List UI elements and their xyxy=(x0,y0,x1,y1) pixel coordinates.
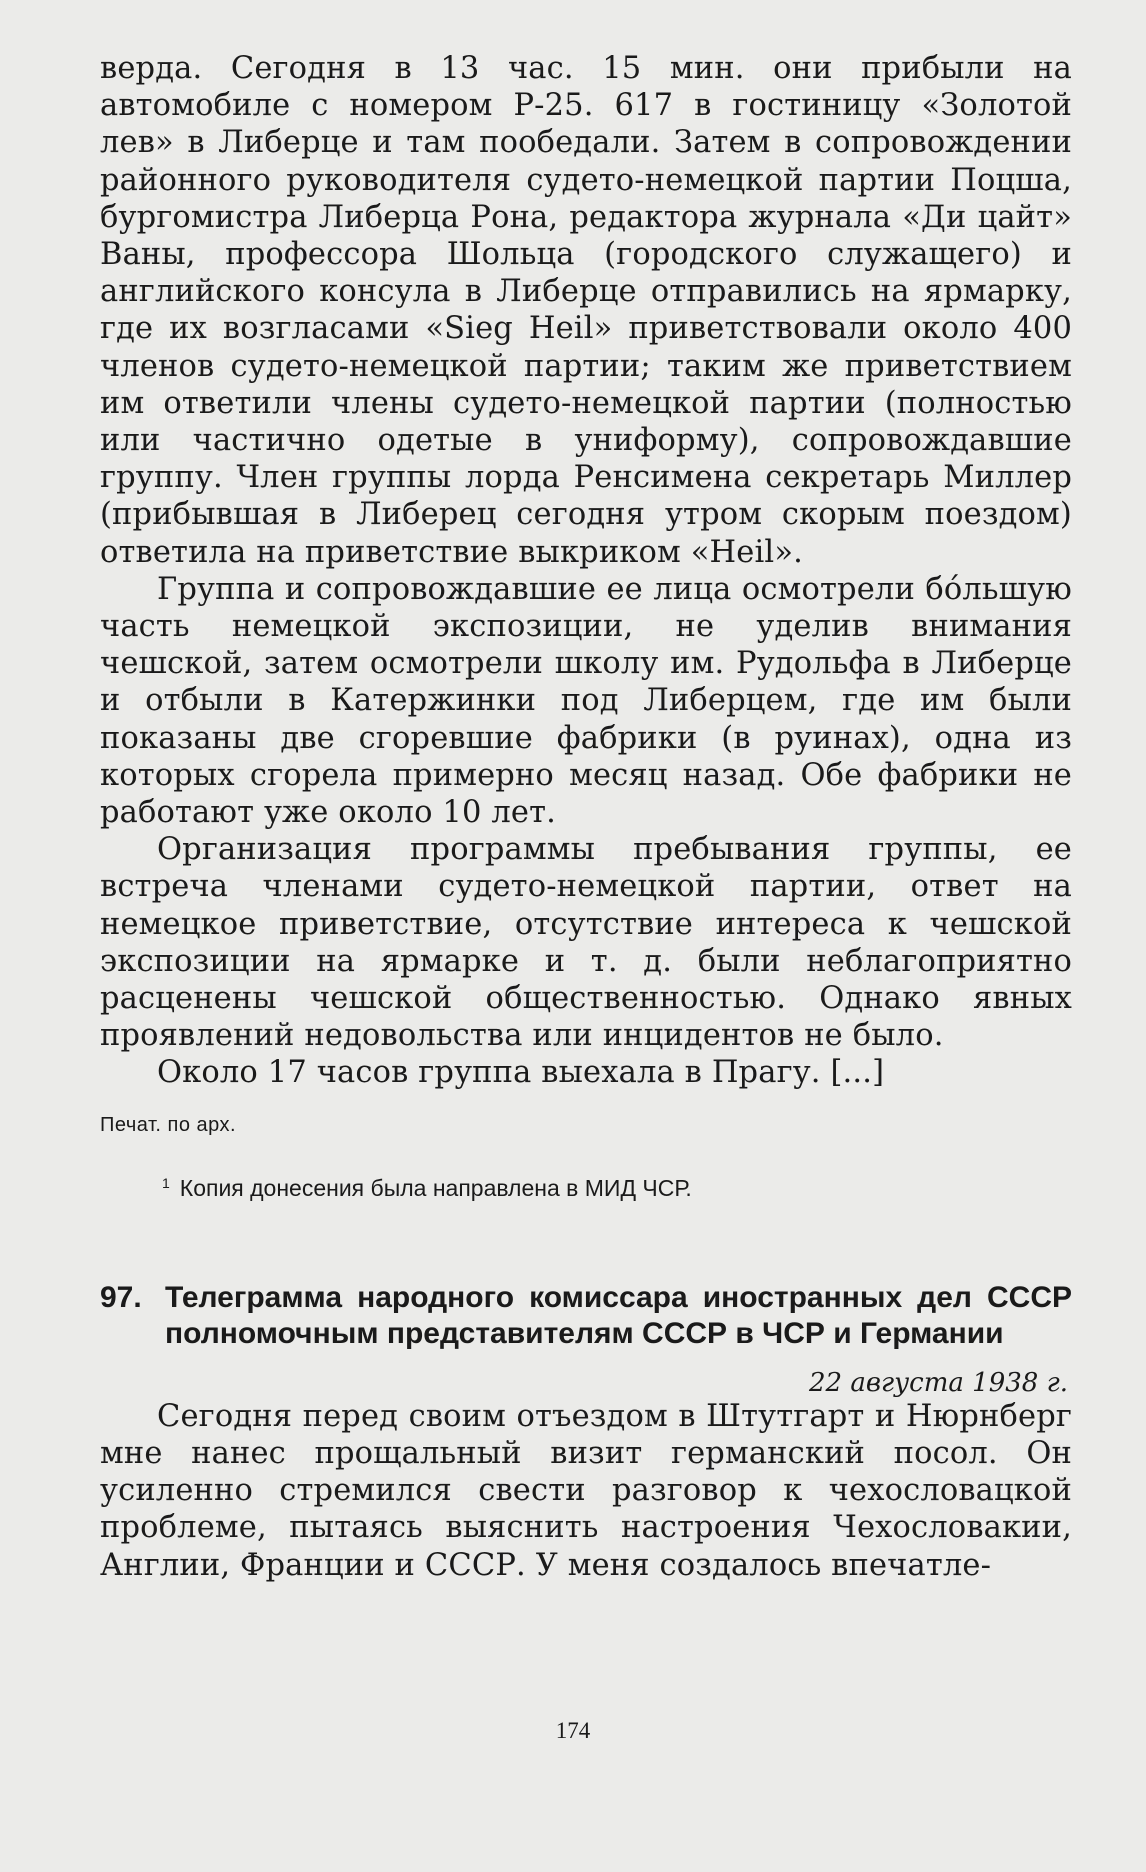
page-number: 174 xyxy=(555,1718,591,1743)
paragraph-3: Организация программы пребывания группы, ее встреча членами судето-немецкой партии, ответ на немецкое приветствие, отсутствие интереса к чешской экспозиции на ярмарке и т. д. были неблагоприятно расценены чешской общественностью. Однако явных проявлений недовольства или инцидентов не было. xyxy=(100,832,1072,1054)
paragraph-1: верда. Сегодня в 13 час. 15 мин. они прибыли на автомобиле с номером Р-25. 617 в гостиницу «Золотой лев» в Либерце и там пообедали. Затем в сопровождении районного руководителя судето-немецкой партии Поцша, бургомистра Либерца Рона, редактора журнала «Ди цайт» Ваны, профессора Шольца (городского служащего) и английского консула в Либерце отправились на ярмарку, где их возгласами «Sieg Heil» приветствовали около 400 членов судето-немецкой партии; таким же приветствием им ответили члены судето-немецкой партии (полностью или частично одетые в униформу), сопровождавшие группу. Член группы лорда Ренсимена секретарь Миллер (прибывшая в Либерец сегодня утром скорым поездом) ответила на приветствие выкриком «Heil». xyxy=(100,51,1072,570)
text-column xyxy=(100,50,1072,1584)
paragraph-5: Сегодня перед своим отъездом в Штутгарт и Нюрнберг мне нанес прощальный визит германский посол. Он усиленно стремился свести разговор к чехословацкой проблеме, пытаясь выяснить настроения Чехословакии, Англии, Франции и СССР. У меня создалось впечатле- xyxy=(100,1398,1072,1583)
footnote xyxy=(100,1175,1072,1202)
footnote-mark: 1 xyxy=(162,1174,170,1191)
document-date: 22 августа 1938 г. xyxy=(808,1367,1068,1398)
source-note: Печат. по арх. xyxy=(100,1113,237,1136)
paragraph-2: Группа и сопровождавшие ее лица осмотрели бóльшую часть немецкой экспозиции, не уделив внимания чешской, затем осмотрели школу им. Рудольфа в Либерце и отбыли в Катержинки под Либерцем, где им были показаны две сгоревшие фабрики (в руинах), одна из которых сгорела примерно месяц назад. Обе фабрики не работают уже около 10 лет. xyxy=(100,571,1072,831)
document-number: 97. xyxy=(100,1280,142,1314)
paragraph-4: Около 17 часов группа выехала в Прагу. [...] xyxy=(157,1055,885,1091)
footnote-text: Копия донесения была направлена в МИД ЧСР. xyxy=(179,1174,692,1201)
document-title: Телеграмма народного комиссара иностранных дел СССР полномочным представителям СССР в ЧСР и Германии xyxy=(165,1280,1072,1350)
document-heading xyxy=(100,1280,1072,1352)
